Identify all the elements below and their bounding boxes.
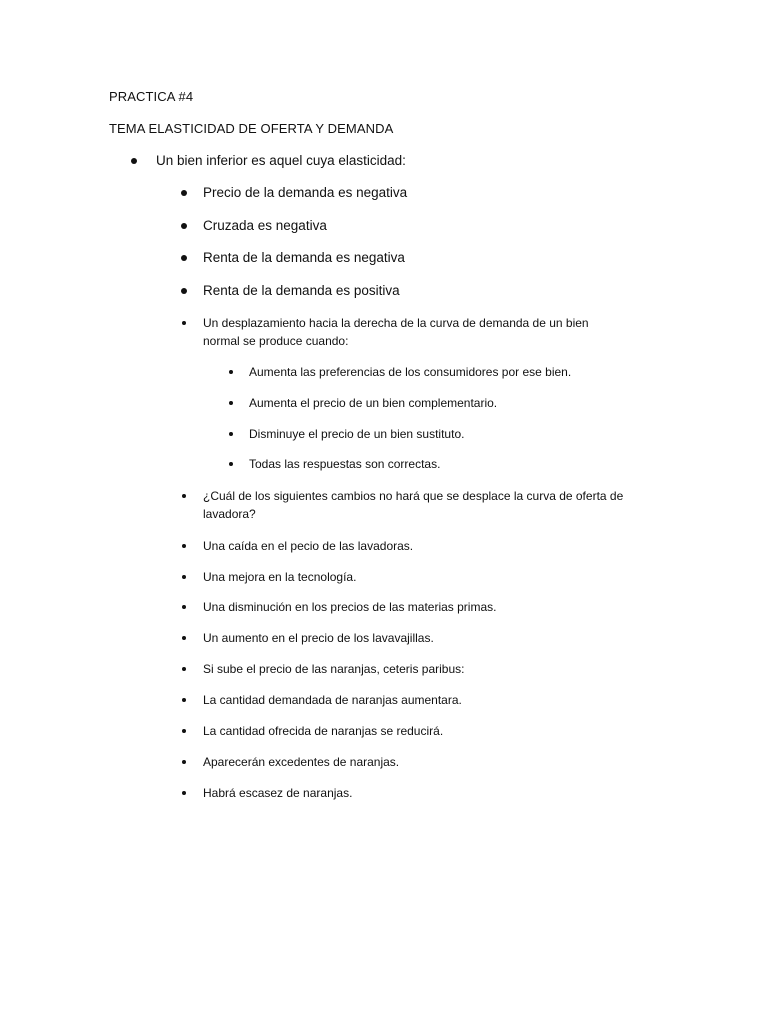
bullet-icon — [229, 401, 233, 405]
bullet-icon — [182, 494, 186, 498]
option-text: Un aumento en el precio de los lavavajillas. — [203, 631, 434, 645]
question-2-prompt-line-2: normal se produce cuando: — [203, 334, 349, 348]
option-text: Una caída en el pecio de las lavadoras. — [203, 539, 414, 553]
document-topic: TEMA ELASTICIDAD DE OFERTA Y DEMANDA — [109, 121, 394, 136]
question-3-prompt-line-1: ¿Cuál de los siguientes cambios no hará que se desplace la curva de oferta de — [203, 489, 624, 503]
bullet-icon — [181, 190, 187, 196]
bullet-icon — [181, 255, 187, 261]
question-4-prompt: Si sube el precio de las naranjas, ceteris paribus: — [203, 662, 465, 676]
bullet-icon — [182, 729, 186, 733]
bullet-icon — [229, 370, 233, 374]
bullet-icon — [229, 432, 233, 436]
bullet-icon — [181, 223, 187, 229]
option-text: Una mejora en la tecnología. — [203, 570, 357, 584]
bullet-icon — [131, 158, 137, 164]
bullet-icon — [229, 462, 233, 466]
bullet-icon — [182, 605, 186, 609]
option-text: Habrá escasez de naranjas. — [203, 786, 353, 800]
option-text: Precio de la demanda es negativa — [203, 185, 408, 200]
option-text: Aumenta el precio de un bien complementario. — [249, 396, 498, 410]
bullet-icon — [182, 544, 186, 548]
option-text: Aparecerán excedentes de naranjas. — [203, 755, 400, 769]
question-1-prompt: Un bien inferior es aquel cuya elasticidad: — [156, 153, 406, 168]
bullet-icon — [182, 636, 186, 640]
option-text: La cantidad ofrecida de naranjas se reducirá. — [203, 724, 444, 738]
option-text: Todas las respuestas son correctas. — [249, 457, 441, 471]
bullet-icon — [182, 575, 186, 579]
question-2-prompt-line-1: Un desplazamiento hacia la derecha de la curva de demanda de un bien — [203, 316, 589, 330]
question-3-prompt-line-2: lavadora? — [203, 507, 256, 521]
option-text: Cruzada es negativa — [203, 218, 327, 233]
bullet-icon — [182, 698, 186, 702]
option-text: La cantidad demandada de naranjas aumentara. — [203, 693, 462, 707]
option-text: Renta de la demanda es negativa — [203, 250, 405, 265]
option-text: Aumenta las preferencias de los consumidores por ese bien. — [249, 365, 572, 379]
bullet-icon — [182, 667, 186, 671]
option-text: Una disminución en los precios de las materias primas. — [203, 600, 497, 614]
bullet-icon — [182, 760, 186, 764]
option-text: Renta de la demanda es positiva — [203, 283, 400, 298]
bullet-icon — [181, 288, 187, 294]
bullet-icon — [182, 321, 186, 325]
option-text: Disminuye el precio de un bien sustituto. — [249, 427, 465, 441]
document-title: PRACTICA #4 — [109, 89, 194, 104]
bullet-icon — [182, 791, 186, 795]
